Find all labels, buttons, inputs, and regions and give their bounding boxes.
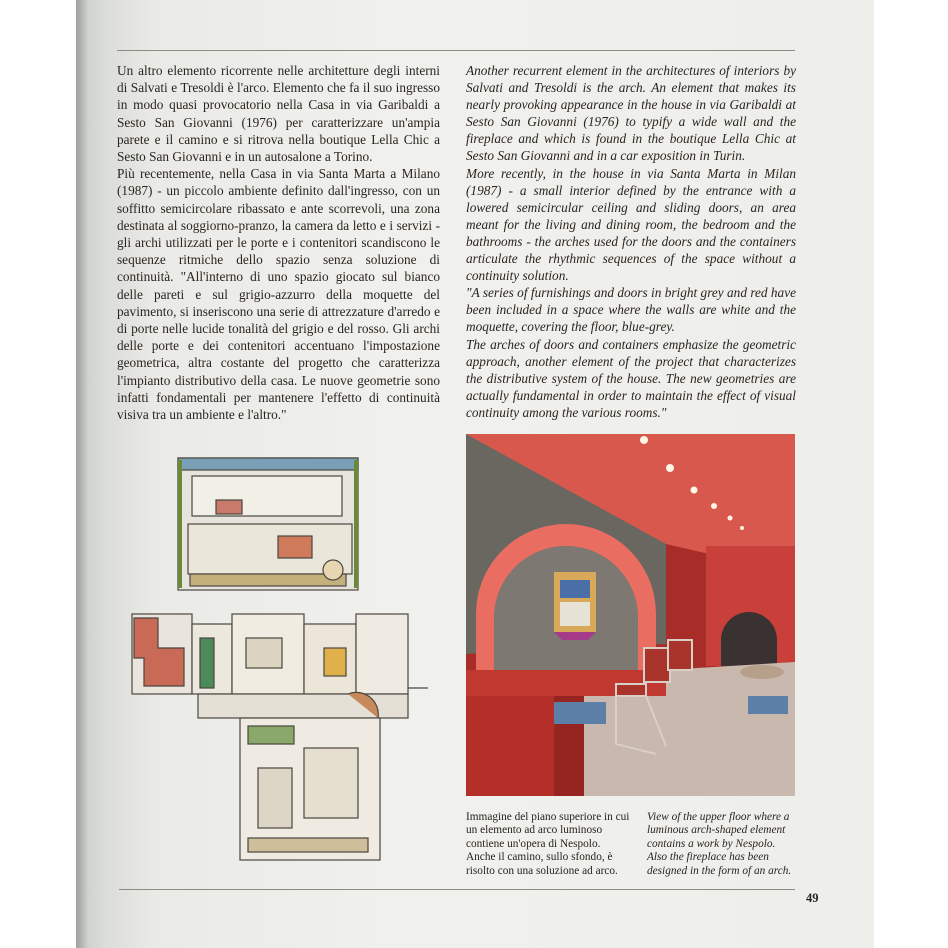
bottom-rule [119,889,795,890]
italian-paragraph-1: Un altro elemento ricorrente nelle architetture degli interni di Salvati e Tresoldi è l'arco. Elemento che fa il suo ingresso in modo quasi provocatorio nella Casa in via Garibaldi a Sesto San Giovanni (1976) per caratterizzare un'ampia parete e il camino e si ritrova nella boutique Lella Chic a Sesto San Giovanni e in un autosalone a Torino. [117,63,440,165]
page-number: 49 [806,891,819,905]
floor-plan-drawings [128,448,434,874]
fireplace-arch [721,612,777,666]
english-paragraph-1: Another recurrent element in the architectures of interiors by Salvati and Tresoldi is the arch. An element that makes its nearly provoking appearance in the house in via Garibaldi at Sesto San Giovanni (1976) to typify a wide wall and the fireplace and which is found in the boutique Lella Chic at Sesto San Giovanni and in a car exposition in Turin. [466,63,796,164]
english-paragraph-4: The arches of doors and containers emphasize the geometric approach, another element of the project that characterizes the distributive system of the house. The new geometries are actually fundamental in order to maintain the effect of visual continuity among the various rooms." [466,336,796,420]
page-binding-shadow [76,0,88,948]
english-paragraph-3: "A series of furnishings and doors in bright grey and red have been included in a space where the walls are white and the moquette, covering the floor, blue-grey. [466,285,796,335]
top-rule [117,50,795,51]
checked-cushion [554,702,606,724]
english-caption: View of the upper floor where a luminous arch-shaped element contains a work by Nespolo. Also the fireplace has been designed in the form of an arch. [647,811,792,877]
english-paragraph-2: More recently, in the house in via Santa Marta in Milan (1987) - a small interior defined by the entrance with a lowered semicircular ceiling and sliding doors, an area meant for the living and dining room, the bedroom and the bathrooms - the arches used for the doors and the containers articulate the rhythmic sequences of the space without a continuity solution. [466,165,796,284]
lower-floor-plan [132,614,428,860]
italian-paragraph-2: Più recentemente, nella Casa in via Santa Marta a Milano (1987) - un piccolo ambiente definito dall'ingresso, con un soffitto semicircolare ribassato e ante scorrevoli, una zona destinata al soggiorno-pranzo, la camera da letto e i servizi - gli archi utilizzati per le porte e i contenitori scandiscono le sequenze ritmiche dello spazio senza soluzione di continuità. "All'interno di uno spazio giocato sul bianco delle pareti e sul grigio-azzurro della moquette del pavimento, si inseriscono una serie di attrezzature d'arredo e di porte nelle lucide tonalità del grigio e del rosso. Gli archi delle porte e dei contenitori accentuano l'impostazione geometrica, altra costante del progetto che caratterizza l'impianto distributivo della casa. Le nuove geometrie sono infatti fondamentali per mantenere l'effetto di continuità visiva tra un ambiente e l'altro." [117,166,440,423]
italian-caption: Immagine del piano superiore in cui un elemento ad arco luminoso contiene un'opera di Nespolo. Anche il camino, sullo sfondo, è risolto con una soluzione ad arco. [466,811,630,877]
italian-text-column [117,62,440,423]
nespolo-artwork [554,572,596,640]
upper-floor-plan [178,458,358,590]
english-text-column [466,62,796,421]
interior-photograph [466,434,795,796]
